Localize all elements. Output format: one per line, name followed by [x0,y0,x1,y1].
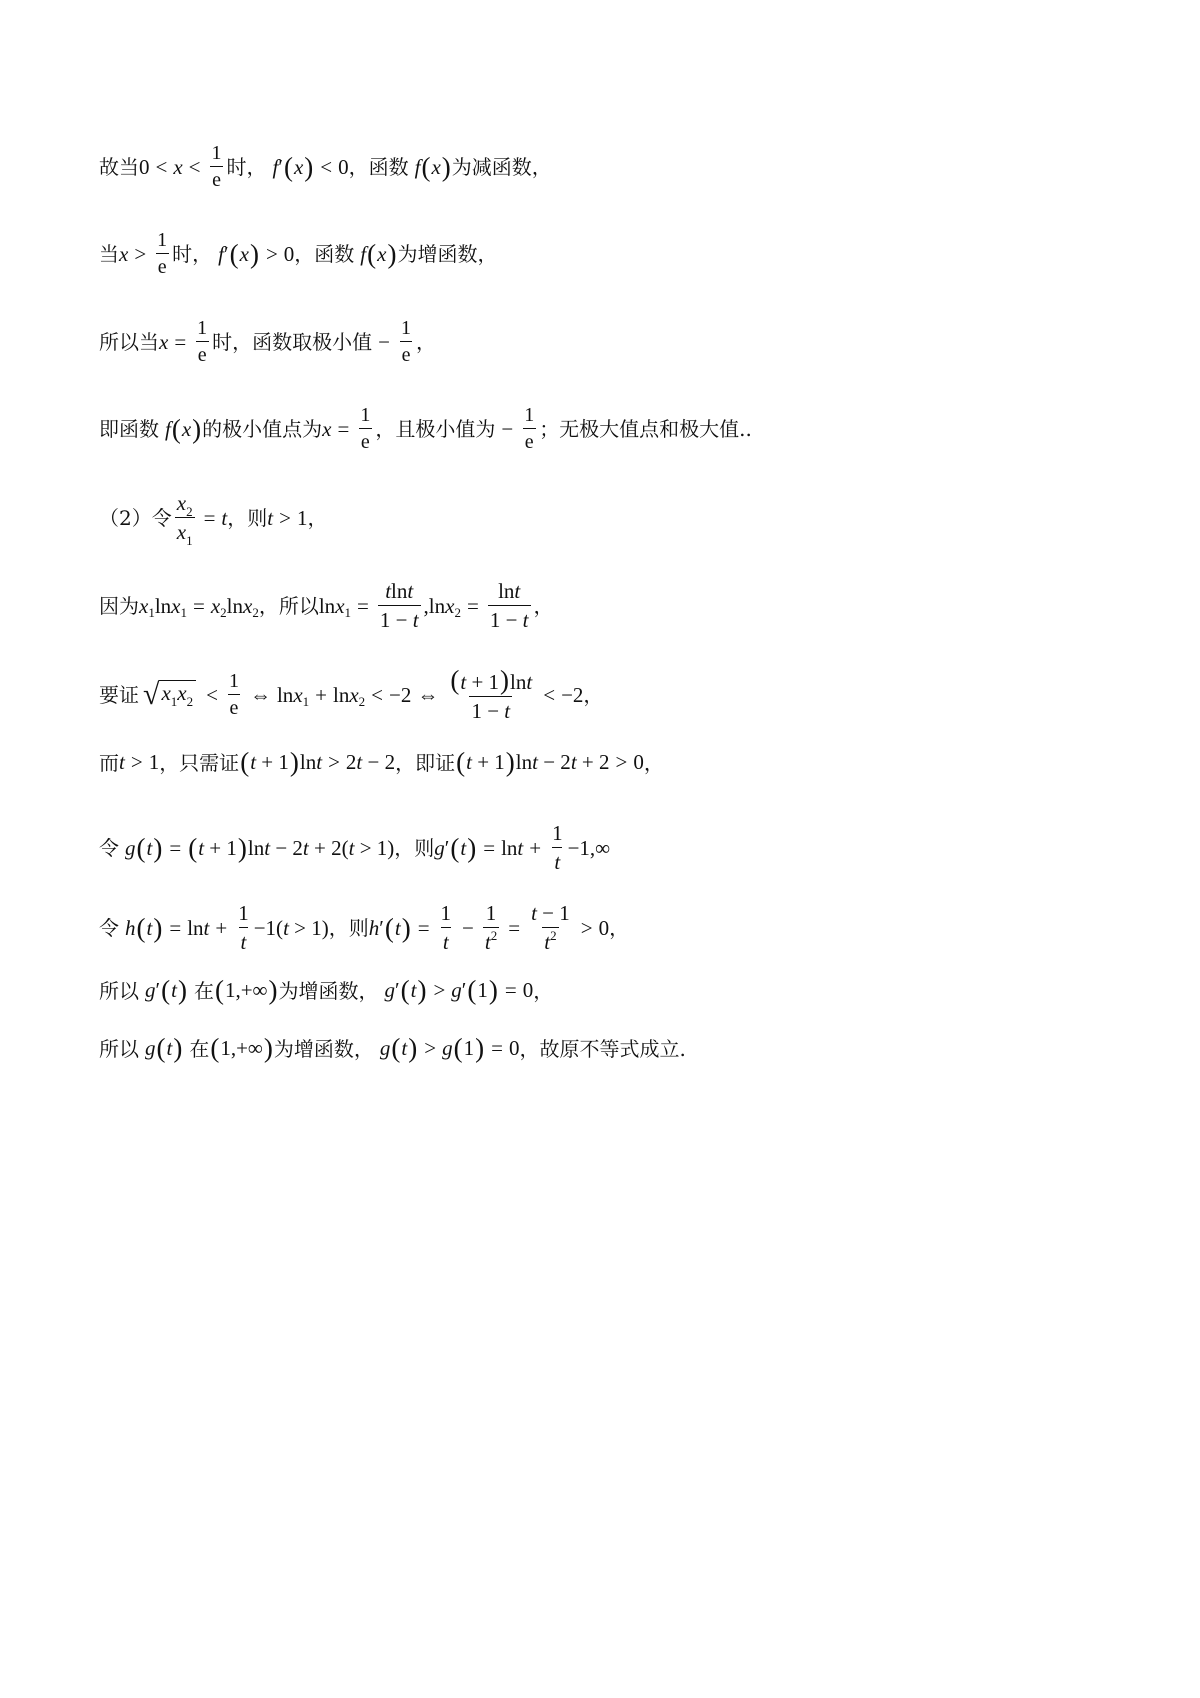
math-f: f [165,416,171,441]
math-zero: 0 [139,154,150,179]
frac-den: e [210,166,223,191]
frac-num: $x_2$ [176,491,193,519]
line-5-text-b: ，则 [227,506,268,530]
math-paren-open: ( [367,238,377,269]
math-t: t [119,750,125,774]
math-one: 1 [148,750,160,774]
math-x: x [239,241,249,266]
math-eq: = [203,505,216,530]
line-12-text-a: 所以 [99,1036,139,1061]
line-3-text-b: 时，函数取极小值 [212,330,373,354]
frac-num: (t + 1)lnt [450,665,533,695]
frac-den: e [156,253,169,278]
math-eq: = [357,593,369,618]
line-10-text-c: ， [609,916,630,940]
frac-den: e [228,694,241,719]
math-x: x [322,416,332,441]
fraction-one-over-e [155,230,169,278]
fraction-one-over-t-squared [483,902,499,954]
math-prime: ′ [224,241,229,266]
text-line-3 [99,318,436,366]
frac-den: t [239,927,249,954]
math-interval: 1,+∞ [224,978,268,1002]
text-line-5 [99,491,328,548]
frac-den: t [441,927,451,954]
math-x: x [173,154,183,179]
text-line-10: 令 h ( t ) = ln t + $\frac{1}{t}$ −1( t > 1) ，则 h ′ ( t ) = $\frac{1}{t}$ − $\frac{1}{t^2}$ = $\frac{t - 1}{t^2}$ > 0 ， [99,901,630,954]
text-line-7: 要证 √ $x_1x_2$ < $\frac{1}{e}$ ⇔ ln x 1 + ln x 2 < −2 ⇔ $\frac{(t + 1)\ln t}{1 - t}$ < −2 ， [99,665,604,723]
fraction-one-over-t [550,822,565,874]
math-f: f [360,241,367,266]
line-11-text-c: 为增函数， [278,978,379,1003]
frac-num: 1 [524,404,535,426]
frac-den: $t^2$ [484,928,498,954]
math-f: f [272,154,279,179]
math-minus-two: −2 [389,682,412,707]
math-ln: ln [428,593,446,618]
line-3-text-a: 所以当 [99,330,159,354]
math-interval: 1,+∞ [220,1036,263,1060]
frac-num: 1 [360,404,371,426]
math-lt: < [371,682,383,707]
line-2-text-d: 为增函数， [397,242,498,266]
line-2-text-c: ，函数 [294,242,355,266]
line-6-text-a: 因为 [99,594,139,618]
line-5-text-c: ， [307,506,328,530]
math-eq: = [508,915,521,940]
math-gt: > [130,750,143,774]
math-gt: > [134,241,147,266]
frac-den: 1 − t [469,696,512,723]
line-10-text-a: 令 [99,916,119,940]
math-plus: + [215,915,228,940]
line-6-text-b: ，所以 [258,594,319,618]
fraction-one-over-e [195,318,209,366]
math-zero: 0 [283,241,295,266]
frac-den: $t^2$ [544,928,557,954]
math-eq: = [504,978,517,1002]
line-6-text-c: ， [533,594,554,618]
line-11-text-b: 在 [193,978,214,1003]
math-tail: −1,∞ [567,835,611,860]
line-9-text-a: 令 [99,836,119,860]
math-lt: < [188,154,201,179]
frac-num: 1 [485,901,497,925]
frac-den: t [552,847,562,874]
math-iff: ⇔ [417,682,439,707]
math-paren-close: ) [249,238,259,269]
math-t: t [221,505,228,530]
math-x: x [181,416,192,441]
frac-num: tlnt [385,579,414,603]
frac-num: lnt [498,579,521,603]
math-paren-close: ) [192,413,202,444]
math-plus: + [315,682,327,707]
frac-den: e [196,341,209,366]
text-line-2 [99,230,497,278]
fraction-lnt-over-1-minus-t [488,580,531,632]
math-zero: 0 [598,915,610,940]
frac-den: 1 − t [378,605,421,632]
fraction-one-over-e [399,318,413,366]
line-12-text-c: 为增函数， [273,1036,374,1061]
fraction-x2-over-x1 [175,491,195,548]
line-8-text-b: ，只需证 [159,750,240,775]
fraction-one-over-e [522,405,536,453]
math-paren-close: ) [304,151,314,182]
frac-den: $x_1$ [175,517,195,544]
fraction-t-plus-1-lnt-over-1-minus-t [447,667,534,723]
math-zero: 0 [522,978,534,1002]
math-lt: < [155,154,168,179]
line-1-text-d: 为减函数， [451,155,552,179]
math-paren-close: ) [441,151,451,182]
line-1-text-c: ，函数 [348,155,409,179]
math-gt: > [265,241,278,266]
line-7-text-a: 要证 [99,683,139,707]
math-prime: ′ [278,154,283,179]
math-gt: > [433,978,446,1002]
frac-num: 1 [157,229,168,251]
math-minus: − [501,416,514,441]
line-3-text-c: ， [416,330,437,354]
line-7-text-b: ， [583,683,604,707]
math-paren-open: ( [171,413,181,444]
math-zero: 0 [338,154,349,179]
line-11-text-a: 所以 [99,978,139,1003]
frac-num: 1 [197,317,208,339]
sqrt-x1x2: √ $x_1x_2$ [143,680,196,710]
math-plus: + [529,835,542,860]
line-4-text-a: 即函数 [99,417,159,441]
frac-num: 1 [401,317,412,339]
line-2-text-b: 时， [172,242,213,266]
line-4-text-c: ，且极小值为 [375,417,496,441]
math-lt: < [543,682,556,707]
line-4-text-d: ；无极大值点和极大值.. [539,417,752,441]
line-12-text-d: ，故原不等式成立. [519,1036,686,1061]
math-x: x [293,154,304,179]
math-eq: = [169,835,182,860]
fraction-one-over-t [439,902,454,954]
line-1-text-b: 时， [226,155,267,179]
math-eq: = [491,1036,503,1060]
math-minus: − [378,329,391,354]
math-t: t [267,505,274,530]
math-ln: ln [318,593,336,618]
math-eq: = [193,593,205,618]
line-1-text-a: 故当 [99,155,139,179]
text-line-8: 而 t > 1 ，只需证 ( t + 1 ) ln t > 2 t − 2 ，即证 ( t + 1 ) ln t − 2 t + 2 > 0 ， [99,747,664,777]
math-ln: ln [226,593,244,618]
frac-num: 1 [552,821,563,845]
math-iff: ⇔ [249,682,271,707]
math-eq: = [169,915,182,940]
text-line-1 [99,143,552,191]
math-lt: < [206,682,218,707]
math-one: 1 [296,505,308,530]
math-lt: < [320,154,333,179]
frac-num: 1 [211,142,222,164]
text-line-9: 令 g ( t ) = ( t + 1 ) ln t − 2 t + 2( t > 1) ，则 g ′ ( t ) = ln t + $\frac{1}{t}$ −1,∞ [99,821,611,874]
math-f: f [218,241,225,266]
math-minus: − [462,915,474,940]
line-5-text-a: （2）令 [99,506,172,530]
math-ln: ln [154,593,172,618]
frac-den: e [523,428,536,453]
math-paren-open: ( [229,238,239,269]
text-line-12: 所以 g ( t ) 在 ( 1,+∞ ) 为增函数， g ( t ) > g ( 1 ) = 0 ，故原不等式成立. [99,1033,686,1063]
fraction-one-over-t [236,902,251,954]
math-eq: = [337,416,350,441]
frac-num: 1 [440,901,452,925]
math-gt: > [424,1036,437,1060]
math-gt: > [328,750,340,774]
math-ln: ln [332,682,350,707]
line-12-text-b: 在 [189,1036,210,1061]
line-8-text-d: ， [643,750,664,775]
line-8-text-a: 而 [99,750,119,775]
line-9-text-b: ，则 [394,836,435,860]
math-paren-open: ( [283,151,293,182]
frac-num: 1 [228,670,239,692]
fraction-one-over-e [210,143,224,191]
fraction-tlnt-over-1-minus-t [378,580,421,632]
math-x: x [431,154,441,179]
line-10-text-b: ，则 [328,916,369,940]
text-line-6: 因为 x 1 ln x 1 = x 2 ln x 2 ，所以 ln x 1 = $\frac{tlnt}{1 - t}$ , ln x 2 = $\frac{\ln t}{1 - t}$ ， [99,579,554,632]
math-zero: 0 [633,750,644,774]
frac-num: t − 1 [531,901,570,925]
math-eq: = [174,329,187,354]
text-line-11: 所以 g ′ ( t ) 在 ( 1,+∞ ) 为增函数， g ′ ( t ) > g ′ ( 1 ) = 0 ， [99,975,554,1005]
math-x: x [159,329,169,354]
fraction-t-minus-1-over-t-squared [529,902,572,954]
fraction-one-over-e [358,405,372,453]
math-ln: ln [276,682,294,707]
math-minus-two: −2 [561,682,584,707]
line-8-text-c: ，即证 [395,750,456,775]
math-eq: = [483,835,496,860]
math-f: f [414,154,421,179]
line-2-text-a: 当 [99,242,119,266]
frac-den: e [400,341,413,366]
math-gt: > [580,915,593,940]
math-gt: > [615,750,628,774]
fraction-one-over-e [227,671,241,719]
math-x: x [119,241,129,266]
frac-num: 1 [238,901,249,925]
math-eq: = [466,593,479,618]
math-paren-open: ( [421,151,431,182]
math-gt: > [279,505,291,530]
math-eq: = [417,915,430,940]
text-line-4 [99,405,752,453]
line-4-text-b: 的极小值点为 [202,417,323,441]
frac-den: 1 − t [488,605,531,632]
math-zero: 0 [508,1036,520,1060]
frac-den: e [359,428,372,453]
line-11-text-d: ， [533,978,554,1003]
math-paren-close: ) [387,238,397,269]
math-x: x [377,241,387,266]
